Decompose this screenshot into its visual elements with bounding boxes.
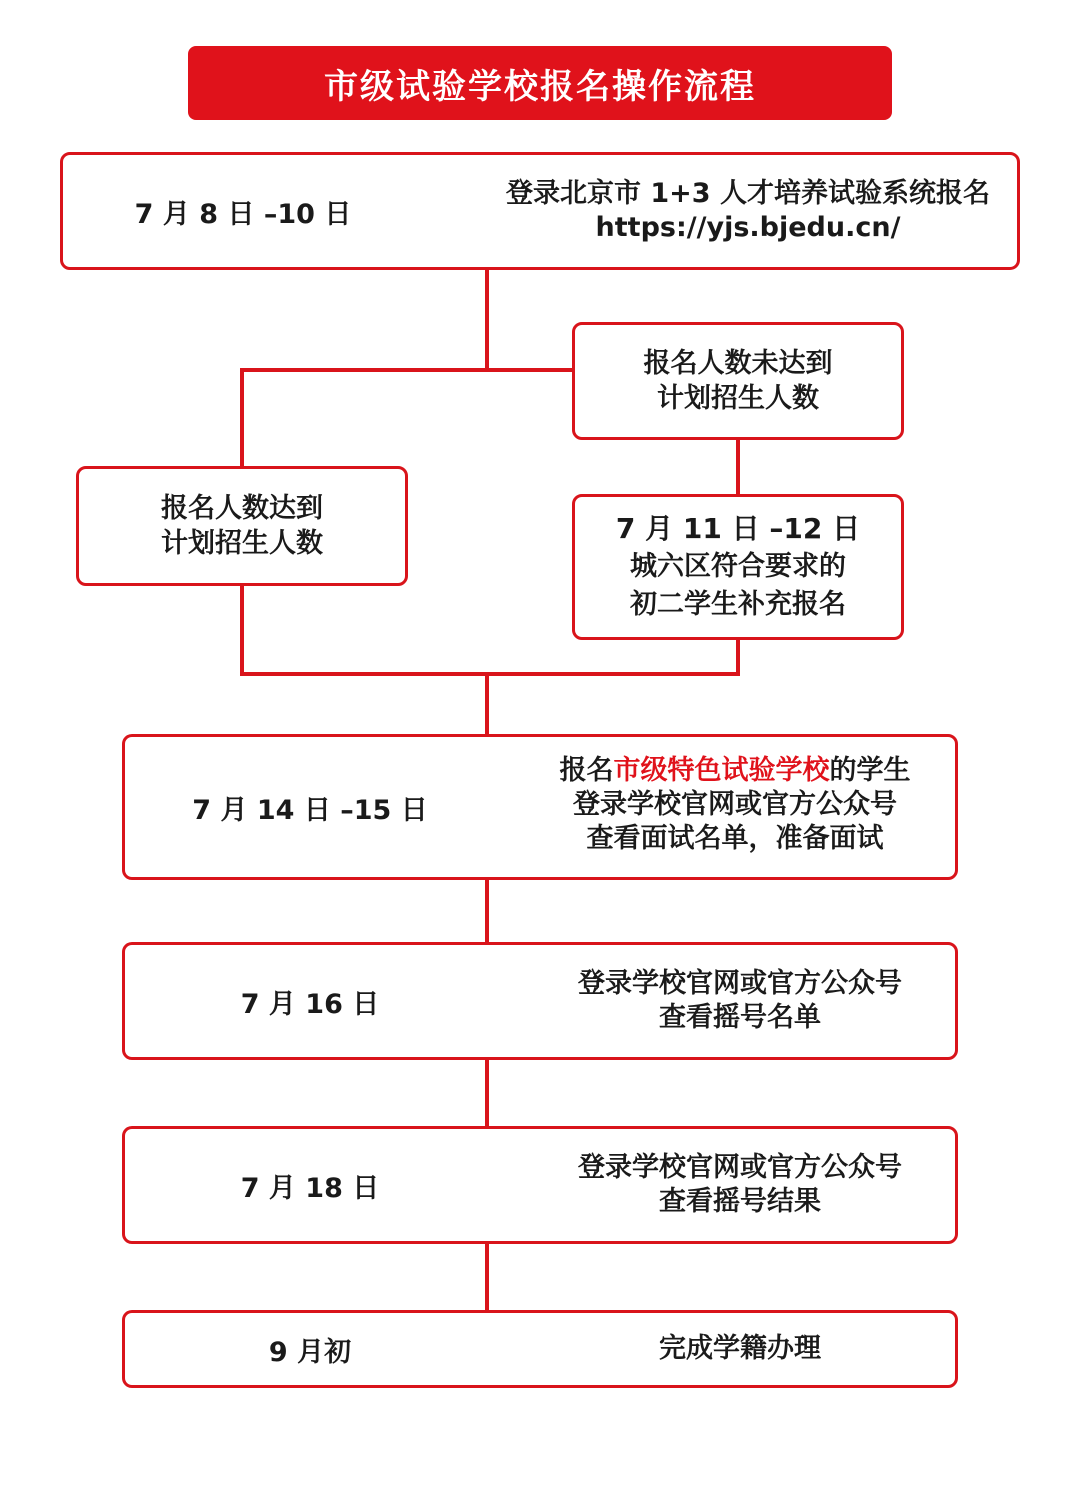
step4-box: [122, 1126, 958, 1244]
step2-line3: 查看面试名单，准备面试: [586, 823, 884, 854]
connector-step1-down: [485, 268, 489, 372]
step1-box: [60, 152, 1020, 270]
connector-left-merge: [240, 582, 244, 676]
step5-box: [122, 1310, 958, 1388]
supplement-line1: 城六区符合要求的: [630, 551, 846, 582]
page-title-banner: [188, 46, 892, 120]
supplement-line2: 初二学生补充报名: [630, 589, 846, 620]
step1-url: https://yjs.bjedu.cn/: [595, 212, 901, 243]
branch-not-reached-line1: 报名人数未达到: [643, 348, 833, 379]
step2-highlight: 市级特色试验学校: [613, 755, 830, 786]
step2-line2: 登录学校官网或官方公众号: [573, 789, 897, 820]
page-title: 市级试验学校报名操作流程: [324, 66, 756, 107]
connector-left-down: [240, 368, 244, 470]
connector-step4-down: [485, 1242, 489, 1312]
step2-description: [525, 754, 945, 856]
connector-step3-down: [485, 1058, 489, 1128]
branch-reached-line2: 计划招生人数: [161, 528, 323, 559]
step3-description: [545, 967, 935, 1035]
step4-line2: 查看摇号结果: [659, 1186, 821, 1217]
step3-box: [122, 942, 958, 1060]
connector-not-reached-to-supplement: [736, 436, 740, 498]
step1-date: 7 月 8 日 –10 日: [134, 198, 352, 230]
connector-merge: [240, 672, 740, 676]
connector-merge-down: [485, 672, 489, 738]
branch-not-reached-line2: 计划招生人数: [657, 383, 819, 414]
step2-box: [122, 734, 958, 880]
branch-reached-line1: 报名人数达到: [161, 493, 323, 524]
step5-description: [545, 1332, 935, 1366]
connector-right-merge: [736, 636, 740, 676]
branch-reached-box: [76, 466, 408, 586]
connector-step2-down: [485, 876, 489, 944]
step3-line1: 登录学校官网或官方公众号: [578, 968, 902, 999]
supplement-text: [575, 497, 901, 637]
step5-line1: 完成学籍办理: [659, 1333, 821, 1364]
step1-text: 登录北京市 1+3 人才培养试验系统报名: [506, 178, 990, 209]
step2-line1: [525, 754, 945, 788]
step4-line1: 登录学校官网或官方公众号: [578, 1152, 902, 1183]
step4-description: [545, 1151, 935, 1219]
step5-date: 9 月初: [268, 1336, 352, 1368]
branch-not-reached-text: [575, 325, 901, 437]
step1-description: [483, 177, 1013, 245]
step2-line1-suffix: 的学生: [829, 755, 911, 786]
step4-date: 7 月 18 日: [240, 1172, 380, 1204]
step3-line2: 查看摇号名单: [659, 1002, 821, 1033]
step2-line1-prefix: 报名: [559, 755, 614, 786]
supplement-date: 7 月 11 日 –12 日: [615, 512, 861, 545]
branch-not-reached-box: [572, 322, 904, 440]
branch-reached-text: [79, 469, 405, 583]
connector-branch-split: [240, 368, 576, 372]
supplement-box: [572, 494, 904, 640]
step2-date: 7 月 14 日 –15 日: [192, 794, 428, 826]
step3-date: 7 月 16 日: [240, 988, 380, 1020]
